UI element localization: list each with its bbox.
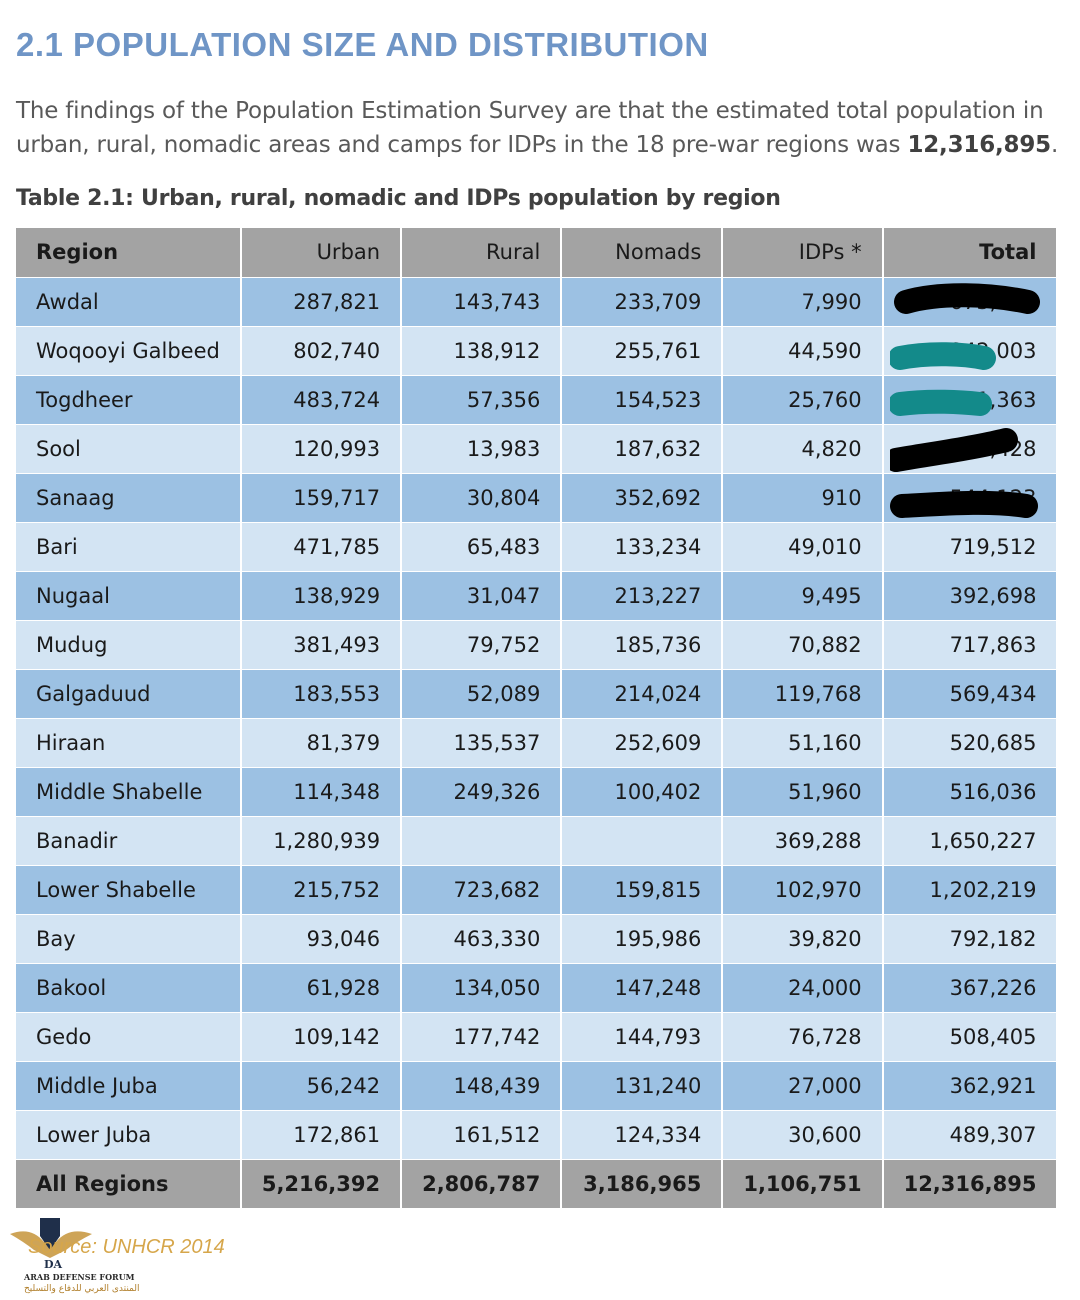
- cell-urban: 215,752: [241, 865, 401, 914]
- highlight-mark: [900, 354, 984, 358]
- footer-rural: 2,806,787: [401, 1159, 561, 1208]
- cell-idps: 24,000: [722, 963, 882, 1012]
- cell-rural: 463,330: [401, 914, 561, 963]
- cell-total: 367,226: [883, 963, 1057, 1012]
- cell-region: Togdheer: [16, 375, 241, 424]
- cell-nomads: 147,248: [561, 963, 722, 1012]
- cell-urban: 138,929: [241, 571, 401, 620]
- cell-total: 362,921: [883, 1061, 1057, 1110]
- cell-urban: 81,379: [241, 718, 401, 767]
- cell-rural: 148,439: [401, 1061, 561, 1110]
- cell-region: Gedo: [16, 1012, 241, 1061]
- cell-nomads: 352,692: [561, 473, 722, 522]
- cell-idps: 51,960: [722, 767, 882, 816]
- cell-total: 1,650,227: [883, 816, 1057, 865]
- cell-region: Banadir: [16, 816, 241, 865]
- highlight-mark: [896, 440, 1006, 460]
- header-region: Region: [16, 228, 241, 277]
- cell-region: Lower Shabelle: [16, 865, 241, 914]
- cell-region: Awdal: [16, 277, 241, 326]
- logo-org-name-arabic: المنتدى العربي للدفاع والتسليح: [24, 1284, 140, 1294]
- footer-region: All Regions: [16, 1159, 241, 1208]
- cell-rural: 79,752: [401, 620, 561, 669]
- cell-total: 569,434: [883, 669, 1057, 718]
- table-row: [16, 767, 1056, 816]
- cell-nomads: 124,334: [561, 1110, 722, 1159]
- cell-region: Woqooyi Galbeed: [16, 326, 241, 375]
- cell-region: Sanaag: [16, 473, 241, 522]
- cell-idps: 44,590: [722, 326, 882, 375]
- cell-urban: 483,724: [241, 375, 401, 424]
- cell-total: 544,123: [883, 473, 1057, 522]
- cell-urban: 109,142: [241, 1012, 401, 1061]
- intro-total: 12,316,895: [907, 132, 1051, 158]
- footer-total: 12,316,895: [883, 1159, 1057, 1208]
- footer-nomads: 3,186,965: [561, 1159, 722, 1208]
- cell-nomads: 185,736: [561, 620, 722, 669]
- cell-rural: 143,743: [401, 277, 561, 326]
- cell-rural: 31,047: [401, 571, 561, 620]
- cell-rural: 52,089: [401, 669, 561, 718]
- intro-paragraph: [16, 94, 1066, 162]
- cell-region: Sool: [16, 424, 241, 473]
- cell-region: Mudug: [16, 620, 241, 669]
- cell-rural: 723,682: [401, 865, 561, 914]
- cell-rural: 134,050: [401, 963, 561, 1012]
- table-footer-row: [16, 1159, 1056, 1208]
- cell-total: 1,202,219: [883, 865, 1057, 914]
- cell-rural: 138,912: [401, 326, 561, 375]
- cell-idps: 51,160: [722, 718, 882, 767]
- cell-idps: 25,760: [722, 375, 882, 424]
- cell-nomads: 214,024: [561, 669, 722, 718]
- cell-idps: 4,820: [722, 424, 882, 473]
- cell-total: 792,182: [883, 914, 1057, 963]
- cell-rural: [401, 816, 561, 865]
- cell-idps: 70,882: [722, 620, 882, 669]
- highlight-marks: [890, 280, 1050, 540]
- cell-idps: 102,970: [722, 865, 882, 914]
- intro-text: The findings of the Population Estimation Survey are that the estimated total population in urban, rural, nomadic areas and camps for IDPs in the 18 pre-war regions was: [16, 98, 1044, 158]
- cell-region: Hiraan: [16, 718, 241, 767]
- cell-urban: 114,348: [241, 767, 401, 816]
- cell-urban: 93,046: [241, 914, 401, 963]
- header-total: Total: [883, 228, 1057, 277]
- table-row: [16, 620, 1056, 669]
- table-row: [16, 571, 1056, 620]
- table-row: [16, 1110, 1056, 1159]
- cell-urban: 381,493: [241, 620, 401, 669]
- cell-total: 717,863: [883, 620, 1057, 669]
- table-row: [16, 865, 1056, 914]
- cell-rural: 65,483: [401, 522, 561, 571]
- cell-region: Bakool: [16, 963, 241, 1012]
- cell-urban: 471,785: [241, 522, 401, 571]
- cell-urban: 183,553: [241, 669, 401, 718]
- cell-urban: 1,280,939: [241, 816, 401, 865]
- footer-urban: 5,216,392: [241, 1159, 401, 1208]
- cell-nomads: 159,815: [561, 865, 722, 914]
- cell-idps: 369,288: [722, 816, 882, 865]
- header-rural: Rural: [401, 228, 561, 277]
- cell-nomads: 255,761: [561, 326, 722, 375]
- cell-region: Bari: [16, 522, 241, 571]
- cell-region: Middle Juba: [16, 1061, 241, 1110]
- cell-total: 516,036: [883, 767, 1057, 816]
- cell-total: 673,263: [883, 277, 1057, 326]
- cell-region: Galgaduud: [16, 669, 241, 718]
- cell-total: 721,363: [883, 375, 1057, 424]
- cell-nomads: [561, 816, 722, 865]
- cell-nomads: 131,240: [561, 1061, 722, 1110]
- table-row: [16, 816, 1056, 865]
- section-heading: 2.1 POPULATION SIZE AND DISTRIBUTION: [16, 26, 709, 63]
- cell-rural: 161,512: [401, 1110, 561, 1159]
- cell-nomads: 252,609: [561, 718, 722, 767]
- cell-rural: 249,326: [401, 767, 561, 816]
- cell-region: Nugaal: [16, 571, 241, 620]
- cell-rural: 30,804: [401, 473, 561, 522]
- cell-rural: 177,742: [401, 1012, 561, 1061]
- table-row: [16, 669, 1056, 718]
- table-row: [16, 914, 1056, 963]
- cell-urban: 287,821: [241, 277, 401, 326]
- cell-nomads: 133,234: [561, 522, 722, 571]
- cell-rural: 57,356: [401, 375, 561, 424]
- cell-idps: 9,495: [722, 571, 882, 620]
- cell-idps: 119,768: [722, 669, 882, 718]
- cell-total: 1,242,003: [883, 326, 1057, 375]
- table-caption: Table 2.1: Urban, rural, nomadic and IDPs population by region: [16, 186, 781, 211]
- intro-end: .: [1050, 132, 1059, 158]
- cell-region: Bay: [16, 914, 241, 963]
- cell-total: 327,428: [883, 424, 1057, 473]
- cell-nomads: 100,402: [561, 767, 722, 816]
- cell-urban: 802,740: [241, 326, 401, 375]
- header-idps: IDPs *: [722, 228, 882, 277]
- cell-idps: 7,990: [722, 277, 882, 326]
- cell-total: 392,698: [883, 571, 1057, 620]
- cell-nomads: 144,793: [561, 1012, 722, 1061]
- cell-urban: 61,928: [241, 963, 401, 1012]
- cell-urban: 120,993: [241, 424, 401, 473]
- cell-total: 508,405: [883, 1012, 1057, 1061]
- cell-total: 719,512: [883, 522, 1057, 571]
- highlight-mark: [902, 503, 1026, 506]
- logo-initials: DA: [44, 1258, 63, 1271]
- cell-idps: 910: [722, 473, 882, 522]
- cell-idps: 39,820: [722, 914, 882, 963]
- cell-urban: 172,861: [241, 1110, 401, 1159]
- header-urban: Urban: [241, 228, 401, 277]
- cell-total: 520,685: [883, 718, 1057, 767]
- table-header-row: [16, 228, 1056, 277]
- table-row: [16, 1012, 1056, 1061]
- logo-org-name: ARAB DEFENSE FORUM: [24, 1272, 135, 1282]
- highlight-mark: [906, 295, 1028, 302]
- cell-nomads: 233,709: [561, 277, 722, 326]
- cell-rural: 13,983: [401, 424, 561, 473]
- table-row: [16, 963, 1056, 1012]
- cell-nomads: 154,523: [561, 375, 722, 424]
- table-row: [16, 718, 1056, 767]
- header-nomads: Nomads: [561, 228, 722, 277]
- cell-nomads: 213,227: [561, 571, 722, 620]
- cell-idps: 30,600: [722, 1110, 882, 1159]
- cell-urban: 159,717: [241, 473, 401, 522]
- cell-region: Middle Shabelle: [16, 767, 241, 816]
- cell-nomads: 187,632: [561, 424, 722, 473]
- cell-nomads: 195,986: [561, 914, 722, 963]
- footer-idps: 1,106,751: [722, 1159, 882, 1208]
- cell-rural: 135,537: [401, 718, 561, 767]
- cell-idps: 76,728: [722, 1012, 882, 1061]
- cell-idps: 27,000: [722, 1061, 882, 1110]
- cell-urban: 56,242: [241, 1061, 401, 1110]
- table-row: [16, 1061, 1056, 1110]
- cell-total: 489,307: [883, 1110, 1057, 1159]
- source-note: Source: UNHCR 2014: [28, 1236, 225, 1258]
- highlight-mark: [900, 402, 980, 404]
- cell-region: Lower Juba: [16, 1110, 241, 1159]
- cell-idps: 49,010: [722, 522, 882, 571]
